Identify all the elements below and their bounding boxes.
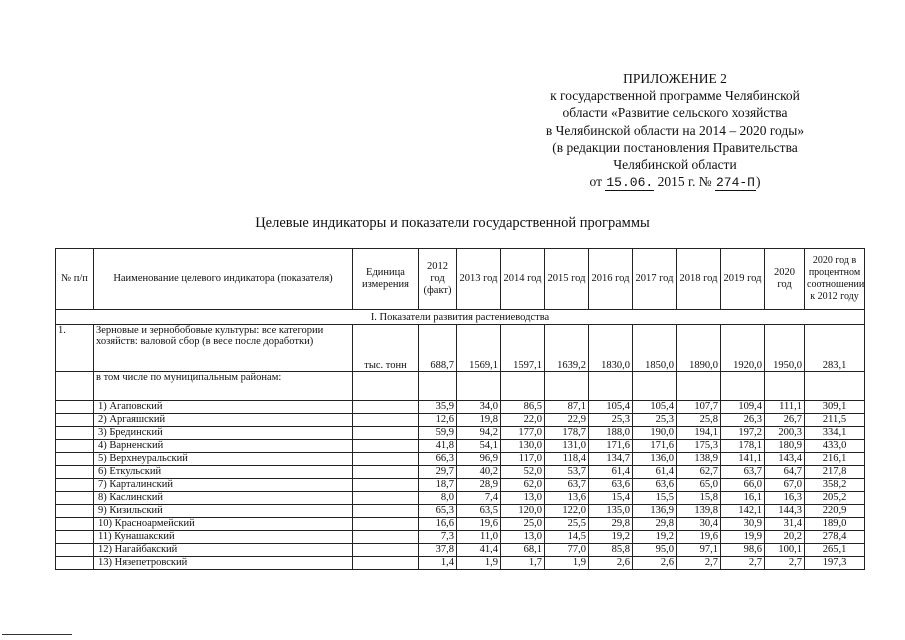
district-value: 65,3 — [419, 505, 457, 518]
district-row — [56, 544, 865, 557]
district-value: 175,3 — [677, 440, 721, 453]
district-row — [56, 557, 865, 570]
district-name: 1) Агаповский — [94, 401, 353, 414]
district-value: 26,3 — [721, 414, 765, 427]
district-row — [56, 401, 865, 414]
empty-cell — [56, 401, 94, 414]
annex-heading: ПРИЛОЖЕНИЕ 2 — [623, 71, 727, 86]
district-value: 265,1 — [805, 544, 865, 557]
district-value: 8,0 — [419, 492, 457, 505]
district-value: 139,8 — [677, 505, 721, 518]
empty-cell — [353, 466, 419, 479]
district-value: 189,0 — [805, 518, 865, 531]
district-value: 2,7 — [765, 557, 805, 570]
district-value: 11,0 — [457, 531, 501, 544]
district-value: 7,4 — [457, 492, 501, 505]
subheader-row — [56, 372, 865, 401]
district-name: 3) Брединский — [94, 427, 353, 440]
district-name: 10) Красноармейский — [94, 518, 353, 531]
district-value: 19,2 — [589, 531, 633, 544]
district-value: 278,4 — [805, 531, 865, 544]
district-value: 37,8 — [419, 544, 457, 557]
main-indicator-row — [56, 325, 865, 372]
district-value: 77,0 — [545, 544, 589, 557]
district-value: 35,9 — [419, 401, 457, 414]
district-row — [56, 427, 865, 440]
district-value: 53,7 — [545, 466, 589, 479]
district-value: 22,0 — [501, 414, 545, 427]
district-value: 41,8 — [419, 440, 457, 453]
district-value: 136,0 — [633, 453, 677, 466]
district-value: 12,6 — [419, 414, 457, 427]
main-row-value: 688,7 — [419, 325, 457, 372]
district-value: 25,3 — [589, 414, 633, 427]
section-row — [56, 310, 865, 325]
main-row-value: 1597,1 — [501, 325, 545, 372]
col-header-2020: 2020 год — [765, 249, 805, 310]
annex-block — [520, 70, 830, 191]
district-value: 14,5 — [545, 531, 589, 544]
district-value: 111,1 — [765, 401, 805, 414]
district-name: 9) Кизильский — [94, 505, 353, 518]
district-name: 2) Аргаяшский — [94, 414, 353, 427]
district-row — [56, 492, 865, 505]
district-value: 1,4 — [419, 557, 457, 570]
empty-cell — [545, 372, 589, 401]
empty-cell — [633, 372, 677, 401]
col-header-2013: 2013 год — [457, 249, 501, 310]
district-value: 144,3 — [765, 505, 805, 518]
district-value: 220,9 — [805, 505, 865, 518]
empty-cell — [353, 453, 419, 466]
district-value: 13,6 — [545, 492, 589, 505]
district-name: 4) Варненский — [94, 440, 353, 453]
district-value: 96,9 — [457, 453, 501, 466]
main-row-value: 1950,0 — [765, 325, 805, 372]
district-value: 62,0 — [501, 479, 545, 492]
empty-cell — [56, 505, 94, 518]
document-title: Целевые индикаторы и показатели государственной программы — [255, 215, 650, 231]
district-value: 334,1 — [805, 427, 865, 440]
district-value: 41,4 — [457, 544, 501, 557]
district-value: 54,1 — [457, 440, 501, 453]
district-value: 2,7 — [677, 557, 721, 570]
district-value: 18,7 — [419, 479, 457, 492]
district-value: 135,0 — [589, 505, 633, 518]
empty-cell — [56, 492, 94, 505]
district-value: 105,4 — [633, 401, 677, 414]
annex-line: области «Развитие сельского хозяйства — [562, 105, 788, 121]
col-header-2017: 2017 год — [633, 249, 677, 310]
district-value: 68,1 — [501, 544, 545, 557]
district-value: 25,5 — [545, 518, 589, 531]
district-value: 2,6 — [589, 557, 633, 570]
district-value: 63,5 — [457, 505, 501, 518]
district-value: 64,7 — [765, 466, 805, 479]
district-value: 67,0 — [765, 479, 805, 492]
empty-cell — [353, 531, 419, 544]
district-value: 211,5 — [805, 414, 865, 427]
district-name: 12) Нагайбакский — [94, 544, 353, 557]
district-value: 97,1 — [677, 544, 721, 557]
annex-line: к государственной программе Челябинской — [550, 88, 800, 104]
annex-line: (в редакции постановления Правительства — [552, 139, 798, 155]
district-value: 178,1 — [721, 440, 765, 453]
district-value: 26,7 — [765, 414, 805, 427]
empty-cell — [56, 466, 94, 479]
district-value: 122,0 — [545, 505, 589, 518]
district-value: 138,9 — [677, 453, 721, 466]
empty-cell — [56, 544, 94, 557]
district-value: 61,4 — [633, 466, 677, 479]
main-row-value: 283,1 — [805, 325, 865, 372]
district-value: 180,9 — [765, 440, 805, 453]
district-value: 29,7 — [419, 466, 457, 479]
empty-cell — [353, 372, 419, 401]
district-row — [56, 531, 865, 544]
empty-cell — [457, 372, 501, 401]
district-value: 30,9 — [721, 518, 765, 531]
close-paren: ) — [755, 174, 761, 190]
district-value: 13,0 — [501, 531, 545, 544]
annex-line: Челябинской области — [613, 157, 737, 173]
district-value: 95,0 — [633, 544, 677, 557]
col-header-2015: 2015 год — [545, 249, 589, 310]
empty-cell — [56, 518, 94, 531]
district-value: 19,6 — [457, 518, 501, 531]
main-row-value: 1569,1 — [457, 325, 501, 372]
empty-cell — [419, 372, 457, 401]
district-value: 2,7 — [721, 557, 765, 570]
district-value: 197,3 — [805, 557, 865, 570]
district-value: 62,7 — [677, 466, 721, 479]
district-value: 136,9 — [633, 505, 677, 518]
district-value: 15,8 — [677, 492, 721, 505]
margin-line — [2, 634, 72, 635]
indicators-table — [55, 248, 865, 570]
district-value: 29,8 — [589, 518, 633, 531]
district-value: 120,0 — [501, 505, 545, 518]
district-value: 7,3 — [419, 531, 457, 544]
district-value: 63,7 — [721, 466, 765, 479]
district-value: 25,0 — [501, 518, 545, 531]
main-row-value: 1850,0 — [633, 325, 677, 372]
district-value: 19,8 — [457, 414, 501, 427]
district-value: 143,4 — [765, 453, 805, 466]
district-value: 20,2 — [765, 531, 805, 544]
empty-cell — [589, 372, 633, 401]
empty-cell — [56, 531, 94, 544]
district-value: 16,1 — [721, 492, 765, 505]
district-value: 30,4 — [677, 518, 721, 531]
col-header-2016: 2016 год — [589, 249, 633, 310]
district-value: 433,0 — [805, 440, 865, 453]
col-header-2014: 2014 год — [501, 249, 545, 310]
empty-cell — [677, 372, 721, 401]
date-stamp: 15.06. — [606, 175, 654, 191]
subheader-text: в том числе по муниципальным районам: — [94, 372, 353, 401]
district-row — [56, 479, 865, 492]
district-value: 131,0 — [545, 440, 589, 453]
district-row — [56, 440, 865, 453]
empty-cell — [353, 557, 419, 570]
district-value: 65,0 — [677, 479, 721, 492]
district-name: 7) Карталинский — [94, 479, 353, 492]
district-value: 216,1 — [805, 453, 865, 466]
district-row — [56, 505, 865, 518]
district-value: 197,2 — [721, 427, 765, 440]
district-value: 25,3 — [633, 414, 677, 427]
empty-cell — [353, 492, 419, 505]
empty-cell — [353, 440, 419, 453]
district-value: 19,6 — [677, 531, 721, 544]
date-suffix: 2015 г. № — [657, 174, 712, 190]
col-header-unit: Единица измерения — [353, 249, 419, 310]
district-value: 100,1 — [765, 544, 805, 557]
empty-cell — [56, 414, 94, 427]
district-value: 28,9 — [457, 479, 501, 492]
district-value: 141,1 — [721, 453, 765, 466]
district-row — [56, 414, 865, 427]
col-header-num: № п/п — [56, 249, 94, 310]
district-value: 107,7 — [677, 401, 721, 414]
district-value: 63,7 — [545, 479, 589, 492]
district-value: 117,0 — [501, 453, 545, 466]
district-value: 1,7 — [501, 557, 545, 570]
district-value: 105,4 — [589, 401, 633, 414]
district-value: 130,0 — [501, 440, 545, 453]
empty-cell — [56, 372, 94, 401]
empty-cell — [353, 427, 419, 440]
annex-date-line — [520, 173, 830, 191]
district-name: 6) Еткульский — [94, 466, 353, 479]
col-header-pct: 2020 год в процентном соотношении к 2012 году — [805, 249, 865, 310]
district-name: 13) Нязепетровский — [94, 557, 353, 570]
header-row — [56, 249, 865, 310]
main-row-num: 1. — [56, 325, 94, 372]
main-row-unit: тыс. тонн — [353, 325, 419, 372]
empty-cell — [56, 557, 94, 570]
district-value: 34,0 — [457, 401, 501, 414]
district-value: 16,6 — [419, 518, 457, 531]
district-value: 40,2 — [457, 466, 501, 479]
district-value: 85,8 — [589, 544, 633, 557]
main-row-value: 1890,0 — [677, 325, 721, 372]
district-value: 59,9 — [419, 427, 457, 440]
main-row-value: 1639,2 — [545, 325, 589, 372]
district-value: 190,0 — [633, 427, 677, 440]
district-value: 109,4 — [721, 401, 765, 414]
district-value: 15,4 — [589, 492, 633, 505]
main-row-value: 1920,0 — [721, 325, 765, 372]
district-value: 194,1 — [677, 427, 721, 440]
district-value: 358,2 — [805, 479, 865, 492]
main-row-value: 1830,0 — [589, 325, 633, 372]
col-header-name: Наименование целевого индикатора (показателя) — [94, 249, 353, 310]
empty-cell — [56, 427, 94, 440]
district-value: 178,7 — [545, 427, 589, 440]
district-value: 19,9 — [721, 531, 765, 544]
empty-cell — [353, 401, 419, 414]
district-value: 171,6 — [589, 440, 633, 453]
empty-cell — [353, 544, 419, 557]
district-value: 22,9 — [545, 414, 589, 427]
empty-cell — [501, 372, 545, 401]
district-value: 200,3 — [765, 427, 805, 440]
district-name: 5) Верхнеуральский — [94, 453, 353, 466]
empty-cell — [353, 518, 419, 531]
district-value: 142,1 — [721, 505, 765, 518]
empty-cell — [56, 440, 94, 453]
district-name: 11) Кунашакский — [94, 531, 353, 544]
district-value: 171,6 — [633, 440, 677, 453]
district-value: 98,6 — [721, 544, 765, 557]
col-header-2012: 2012 год (факт) — [419, 249, 457, 310]
empty-cell — [721, 372, 765, 401]
district-value: 1,9 — [457, 557, 501, 570]
district-value: 134,7 — [589, 453, 633, 466]
district-value: 13,0 — [501, 492, 545, 505]
district-value: 25,8 — [677, 414, 721, 427]
district-value: 29,8 — [633, 518, 677, 531]
district-value: 52,0 — [501, 466, 545, 479]
district-row — [56, 518, 865, 531]
district-value: 19,2 — [633, 531, 677, 544]
district-value: 31,4 — [765, 518, 805, 531]
empty-cell — [353, 414, 419, 427]
empty-cell — [353, 479, 419, 492]
section-title: I. Показатели развития растениеводства — [56, 310, 865, 325]
empty-cell — [56, 453, 94, 466]
district-value: 1,9 — [545, 557, 589, 570]
district-value: 309,1 — [805, 401, 865, 414]
district-value: 205,2 — [805, 492, 865, 505]
col-header-2018: 2018 год — [677, 249, 721, 310]
district-value: 66,3 — [419, 453, 457, 466]
empty-cell — [56, 479, 94, 492]
district-value: 16,3 — [765, 492, 805, 505]
district-value: 87,1 — [545, 401, 589, 414]
district-value: 63,6 — [589, 479, 633, 492]
district-value: 217,8 — [805, 466, 865, 479]
empty-cell — [765, 372, 805, 401]
district-value: 94,2 — [457, 427, 501, 440]
empty-cell — [805, 372, 865, 401]
district-row — [56, 466, 865, 479]
district-value: 188,0 — [589, 427, 633, 440]
col-header-2019: 2019 год — [721, 249, 765, 310]
district-value: 61,4 — [589, 466, 633, 479]
annex-line: в Челябинской области на 2014 – 2020 годы» — [545, 122, 805, 138]
district-value: 66,0 — [721, 479, 765, 492]
district-value: 15,5 — [633, 492, 677, 505]
main-row-name: Зерновые и зернобобовые культуры: все категории хозяйств: валовой сбор (в весе после доработки) — [94, 325, 353, 372]
district-row — [56, 453, 865, 466]
district-value: 2,6 — [633, 557, 677, 570]
district-value: 63,6 — [633, 479, 677, 492]
district-value: 118,4 — [545, 453, 589, 466]
district-value: 177,0 — [501, 427, 545, 440]
empty-cell — [353, 505, 419, 518]
date-prefix: от — [589, 174, 602, 190]
number-stamp: 274-П — [715, 175, 755, 191]
district-name: 8) Каслинский — [94, 492, 353, 505]
district-value: 86,5 — [501, 401, 545, 414]
